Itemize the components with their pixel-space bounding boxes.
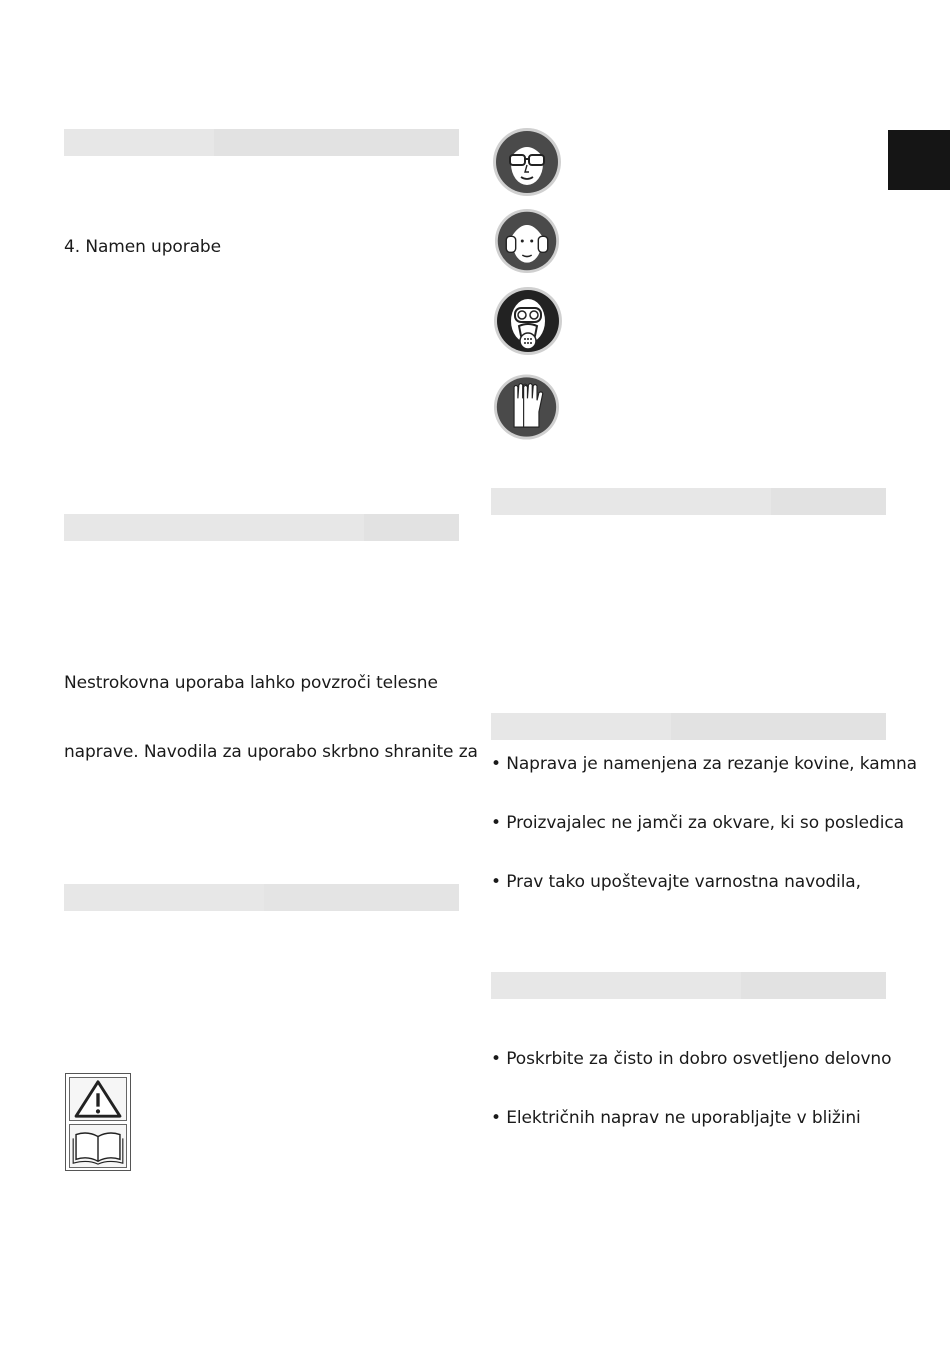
bullet-item: • Proizvajalec ne jamči za okvare, ki so posledica [491, 813, 904, 833]
bullet-item: • Prav tako upoštevajte varnostna navodila, [491, 872, 861, 892]
bullet-item: • Poskrbite za čisto in dobro osvetljeno delovno [491, 1049, 892, 1069]
bullet-item: • Električnih naprav ne uporabljajte v bližini [491, 1108, 861, 1128]
ear-protection-icon [494, 207, 560, 275]
section-header-bar-2 [64, 514, 459, 541]
section-heading-intended-use: 4. Namen uporabe [64, 237, 221, 257]
section-header-bar-4 [491, 488, 886, 515]
respirator-mask-icon [493, 286, 563, 356]
chapter-tab-marker [888, 130, 950, 190]
section-header-bar-3 [64, 884, 459, 911]
warning-triangle-icon [69, 1077, 127, 1121]
safety-goggles-icon [492, 127, 562, 197]
paragraph-line: Nestrokovna uporaba lahko povzroči telesne [64, 673, 438, 693]
section-header-bar-5 [491, 713, 886, 740]
protective-gloves-icon [493, 373, 560, 441]
bullet-item: • Naprava je namenjena za rezanje kovine, kamna [491, 754, 917, 774]
section-header-bar-6 [491, 972, 886, 999]
section-header-bar-1 [64, 129, 459, 156]
warning-read-manual-panel [65, 1073, 131, 1171]
paragraph-line: naprave. Navodila za uporabo skrbno shranite za [64, 742, 478, 762]
read-manual-icon [69, 1124, 127, 1168]
